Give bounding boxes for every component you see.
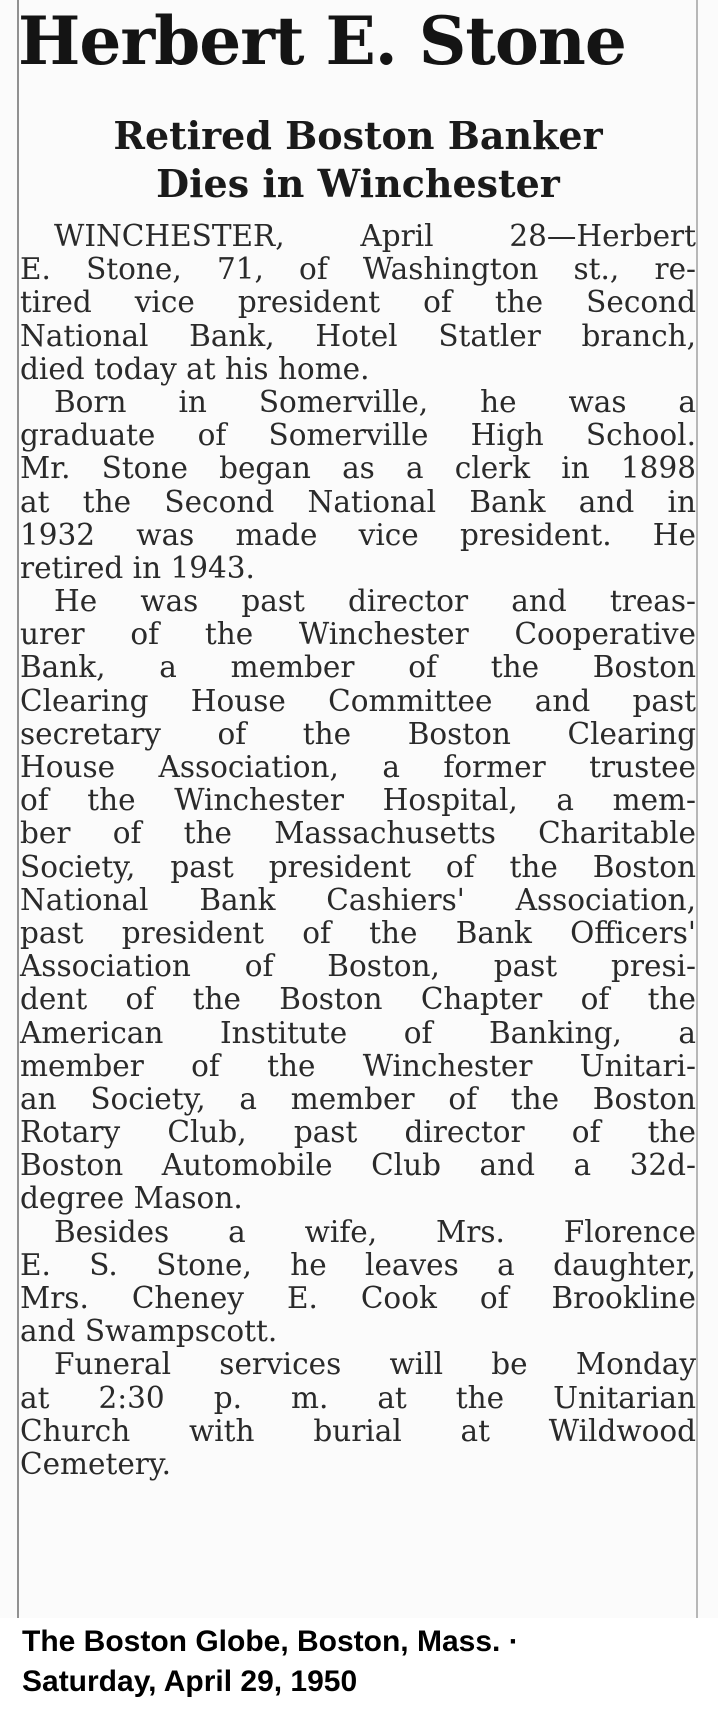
column-rule-right [696, 0, 698, 1618]
article-line: National Bank, Hotel Statler branch, [20, 318, 696, 353]
article-line: Funeral services will be Monday [54, 1347, 696, 1382]
article-body [20, 220, 696, 1481]
article-line: E. Stone, 71, of Washington st., re- [20, 252, 696, 287]
source-caption [22, 1622, 712, 1702]
subheadline-line: Retired Boston Banker [113, 113, 603, 158]
article-line: secretary of the Boston Clearing [20, 716, 696, 751]
article-line: Society, past president of the Boston [20, 849, 696, 884]
article-line: E. S. Stone, he leaves a daughter, [20, 1247, 696, 1282]
article-line: House Association, a former trustee [20, 750, 696, 784]
article-line: Association of Boston, past presi- [20, 949, 696, 984]
article-line: member of the Winchester Unitari- [20, 1048, 696, 1083]
article-line: Born in Somerville, he was a [54, 384, 696, 419]
article-line: degree Mason. [20, 1181, 243, 1216]
article-line: Clearing House Committee and past [20, 683, 696, 718]
column-rule-left [17, 0, 19, 1618]
article-line: Bank, a member of the Boston [20, 650, 696, 685]
article-line: He was past director and treas- [54, 584, 696, 619]
article-line: National Bank Cashiers' Association, [20, 882, 696, 917]
article-line: Church with burial at Wildwood [20, 1413, 696, 1448]
article-line: Boston Automobile Club and a 32d- [20, 1148, 696, 1183]
article-line: 1932 was made vice president. He [20, 517, 696, 552]
article-line: Rotary Club, past director of the [20, 1115, 696, 1150]
article-line: Besides a wife, Mrs. Florence [54, 1214, 696, 1249]
caption-date: Saturday, April 29, 1950 [22, 1665, 358, 1698]
article-line: at the Second National Bank and in [20, 484, 696, 519]
article-line: dent of the Boston Chapter of the [20, 982, 696, 1017]
article-line: ber of the Massachusetts Charitable [20, 816, 696, 851]
article-line: Mrs. Cheney E. Cook of Brookline [20, 1281, 696, 1315]
article-line: American Institute of Banking, a [20, 1015, 696, 1050]
headline: Herbert E. Stone [18, 2, 626, 80]
article-line: of the Winchester Hospital, a mem- [20, 783, 696, 818]
article-line: graduate of Somerville High School. [20, 418, 696, 453]
article-line: an Society, a member of the Boston [20, 1081, 696, 1116]
article-line: past president of the Bank Officers' [20, 915, 696, 950]
article-line: Cemetery. [20, 1446, 172, 1481]
article-line: retired in 1943. [20, 550, 255, 585]
caption-publication: The Boston Globe, Boston, Mass. · [22, 1625, 519, 1658]
subheadline-line: Dies in Winchester [156, 161, 560, 206]
article-line: urer of the Winchester Cooperative [20, 617, 696, 652]
article-line: Mr. Stone began as a clerk in 1898 [20, 451, 696, 486]
subheadline [20, 112, 696, 208]
article-line: WINCHESTER, April 28—Herbert [54, 219, 696, 253]
article-line: at 2:30 p. m. at the Unitarian [20, 1380, 696, 1415]
article-line: died today at his home. [20, 351, 370, 386]
article-line: tired vice president of the Second [20, 285, 696, 320]
article-line: and Swampscott. [20, 1314, 278, 1349]
